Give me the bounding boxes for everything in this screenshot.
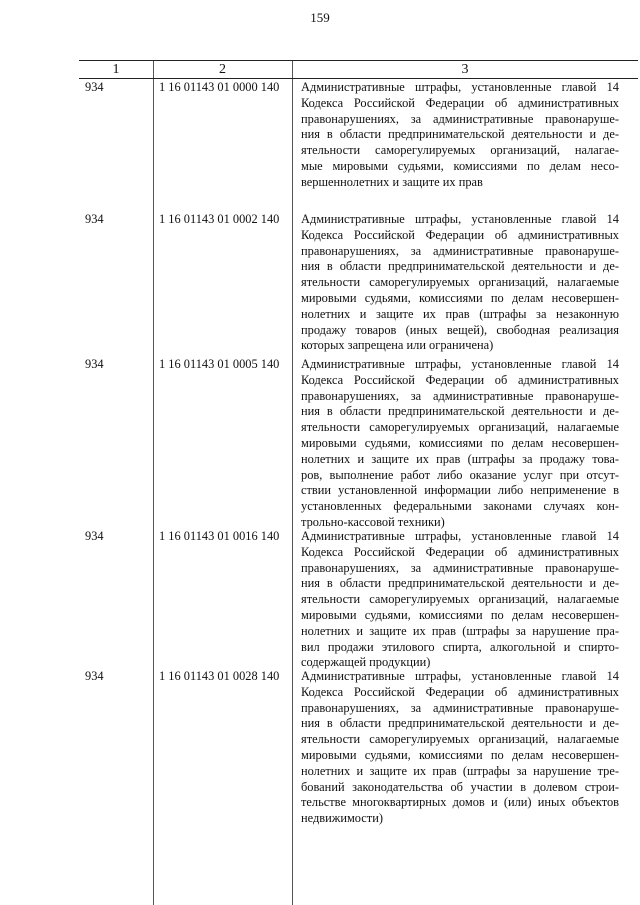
budget-classification-code: 1 16 01143 01 0016 140 bbox=[159, 529, 280, 543]
description-line: правонарушениях, за административные правонаруше- bbox=[301, 111, 619, 126]
description-line: мировыми судьями, комиссиями по делам несовершен- bbox=[301, 747, 619, 762]
description-line: ния в области предпринимательской деятельности и де- bbox=[301, 259, 619, 274]
description-line: ятельности саморегулируемых организаций, налагаемые bbox=[301, 732, 619, 747]
description-line: нолетних и защите их прав (штрафы за продажу това- bbox=[301, 451, 619, 466]
admin-code: 934 bbox=[85, 212, 104, 226]
row-description bbox=[301, 357, 619, 531]
description-line: Кодекса Российской Федерации об административных bbox=[301, 684, 619, 699]
description-line: ятельности саморегулируемых организаций, налагаемые bbox=[301, 420, 619, 435]
description-line: правонарушениях, за административные правонаруше- bbox=[301, 388, 619, 403]
description-line: продажу товаров (иных вещей), свободная реализация bbox=[301, 322, 619, 337]
description-line: ния в области предпринимательской деятельности и де- bbox=[301, 404, 619, 419]
description-line: Административные штрафы, установленные главой 14 bbox=[301, 357, 619, 371]
description-line: правонарушениях, за административные правонаруше- bbox=[301, 560, 619, 575]
header-col-2: 2 bbox=[219, 62, 226, 77]
description-line: Административные штрафы, установленные главой 14 bbox=[301, 80, 619, 94]
budget-codes-table bbox=[79, 60, 638, 905]
description-line: мировыми судьями, комиссиями по делам несовершен- bbox=[301, 290, 619, 305]
admin-code: 934 bbox=[85, 529, 104, 543]
page-number: 159 bbox=[310, 10, 330, 25]
description-line: ния в области предпринимательской деятельности и де- bbox=[301, 716, 619, 731]
description-line: ствии установленной информации либо неприменение в bbox=[301, 483, 619, 498]
description-line: тельстве многоквартирных домов и (или) иных объектов bbox=[301, 795, 619, 810]
column-divider bbox=[153, 60, 154, 905]
admin-code: 934 bbox=[85, 80, 104, 94]
description-line: вил продажи этилового спирта, алкогольной и спирто- bbox=[301, 639, 619, 654]
description-line: которых запрещена или ограничена) bbox=[301, 338, 494, 353]
description-line: недвижимости) bbox=[301, 811, 383, 826]
budget-classification-code: 1 16 01143 01 0005 140 bbox=[159, 357, 280, 371]
description-line: Административные штрафы, установленные главой 14 bbox=[301, 212, 619, 226]
description-line: Административные штрафы, установленные главой 14 bbox=[301, 669, 619, 683]
description-line: мые мировыми судьями, комиссиями по делам несо- bbox=[301, 158, 619, 173]
description-line: содержащей продукции) bbox=[301, 655, 431, 670]
description-line: правонарушениях, за административные правонаруше- bbox=[301, 700, 619, 715]
description-line: ятельности саморегулируемых организаций, налагаемые bbox=[301, 275, 619, 290]
description-line: трольно-кассовой техники) bbox=[301, 514, 445, 529]
budget-classification-code: 1 16 01143 01 0028 140 bbox=[159, 669, 280, 683]
description-line: вершеннолетних и защите их прав bbox=[301, 174, 483, 189]
description-line: ния в области предпринимательской деятельности и де- bbox=[301, 576, 619, 591]
description-line: нолетних и защите их прав (штрафы за нарушение тре- bbox=[301, 763, 619, 778]
admin-code: 934 bbox=[85, 357, 104, 371]
description-line: Кодекса Российской Федерации об административных bbox=[301, 227, 619, 242]
description-line: Кодекса Российской Федерации об административных bbox=[301, 372, 619, 387]
budget-classification-code: 1 16 01143 01 0002 140 bbox=[159, 212, 280, 226]
description-line: нолетних и защите их прав (штрафы за незаконную bbox=[301, 306, 619, 321]
row-description bbox=[301, 80, 619, 191]
description-line: Кодекса Российской Федерации об административных bbox=[301, 544, 619, 559]
admin-code: 934 bbox=[85, 669, 104, 683]
table-header bbox=[79, 60, 638, 79]
row-description bbox=[301, 529, 619, 671]
description-line: ния в области предпринимательской деятельности и де- bbox=[301, 127, 619, 142]
description-line: Административные штрафы, установленные главой 14 bbox=[301, 529, 619, 543]
header-col-3: 3 bbox=[461, 62, 469, 77]
description-line: Кодекса Российской Федерации об административных bbox=[301, 95, 619, 110]
budget-classification-code: 1 16 01143 01 0000 140 bbox=[159, 80, 280, 94]
column-divider bbox=[292, 60, 293, 905]
description-line: ятельности саморегулируемых организаций, налагае- bbox=[301, 143, 619, 158]
description-line: мировыми судьями, комиссиями по делам несовершен- bbox=[301, 435, 619, 450]
description-line: бований законодательства об участии в долевом строи- bbox=[301, 779, 619, 794]
description-line: установленных федеральными законами случаях кон- bbox=[301, 499, 619, 514]
row-description bbox=[301, 669, 619, 827]
description-line: ров, выполнение работ либо оказание услуг при отсут- bbox=[301, 467, 619, 482]
description-line: нолетних и защите их прав (штрафы за нарушение пра- bbox=[301, 623, 619, 638]
row-description bbox=[301, 212, 619, 354]
header-col-1: 1 bbox=[112, 62, 120, 77]
description-line: ятельности саморегулируемых организаций, налагаемые bbox=[301, 592, 619, 607]
description-line: мировыми судьями, комиссиями по делам несовершен- bbox=[301, 607, 619, 622]
description-line: правонарушениях, за административные правонаруше- bbox=[301, 243, 619, 258]
